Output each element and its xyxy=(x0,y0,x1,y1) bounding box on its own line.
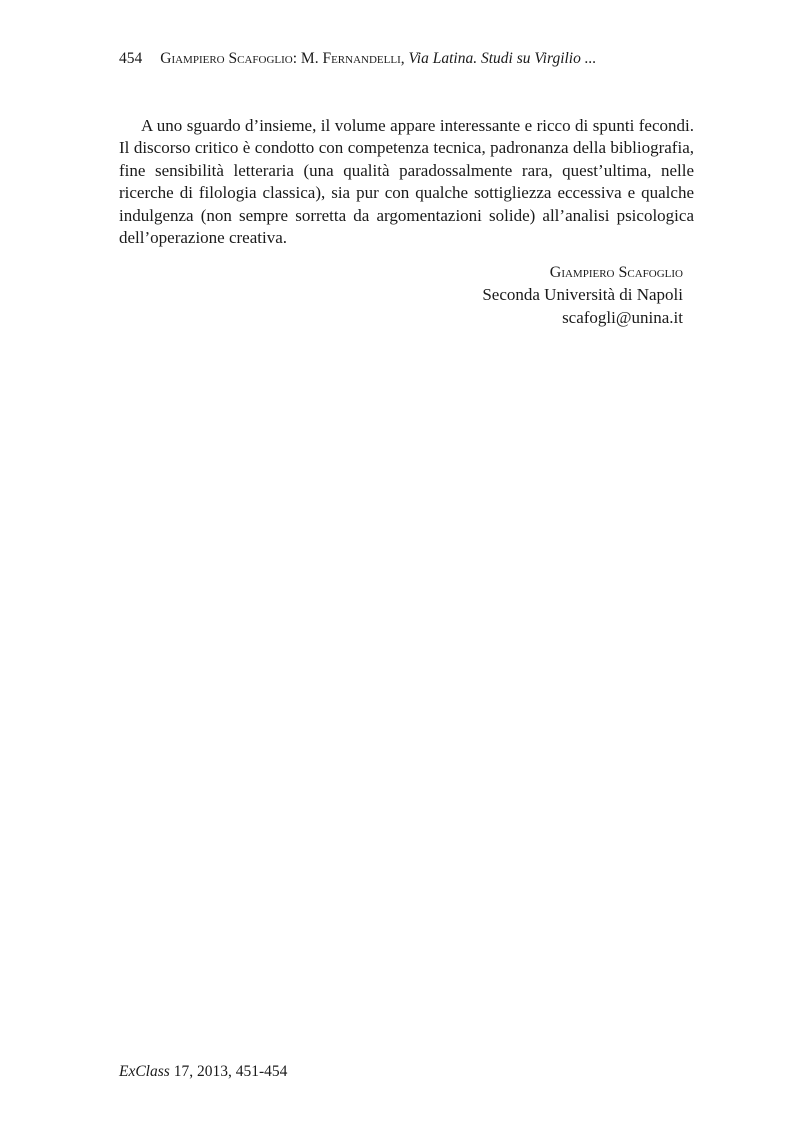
page-number: 454 xyxy=(119,50,143,67)
header-author: Giampiero Scafoglio xyxy=(160,50,293,67)
running-header xyxy=(119,48,699,70)
signature-name: Giampiero Scafoglio xyxy=(549,264,683,281)
body-paragraph: A uno sguardo d’insieme, il volume appare interessante e ricco di spunti fecondi. Il discorso critico è condotto con competenza tecnica, padronanza della bibliografia, fine sensibilità letteraria (una qualità paradossalmente rara, quest’ultima, nelle ricerche di filologia classica), sia pur con qualche sottigliezza eccessiva e qualche indulgenza (non sempre sorretta da argomentazioni solide) all’analisi psicologica dell’operazione creativa. xyxy=(119,116,694,248)
header-separator: : xyxy=(292,50,301,67)
footer-citation: 17, 2013, 451-454 xyxy=(169,1063,288,1080)
header-reviewed-author: M. Fernandelli xyxy=(300,50,401,67)
footer-journal: ExClass xyxy=(119,1063,170,1080)
page-footer xyxy=(119,1062,287,1082)
signature-block xyxy=(482,262,683,329)
signature-email: scafogli@unina.it xyxy=(562,307,683,327)
signature-affiliation: Seconda Università di Napoli xyxy=(482,285,683,305)
header-reviewed-title: Via Latina. Studi su Virgilio ... xyxy=(408,50,597,67)
header-comma: , xyxy=(400,50,409,67)
